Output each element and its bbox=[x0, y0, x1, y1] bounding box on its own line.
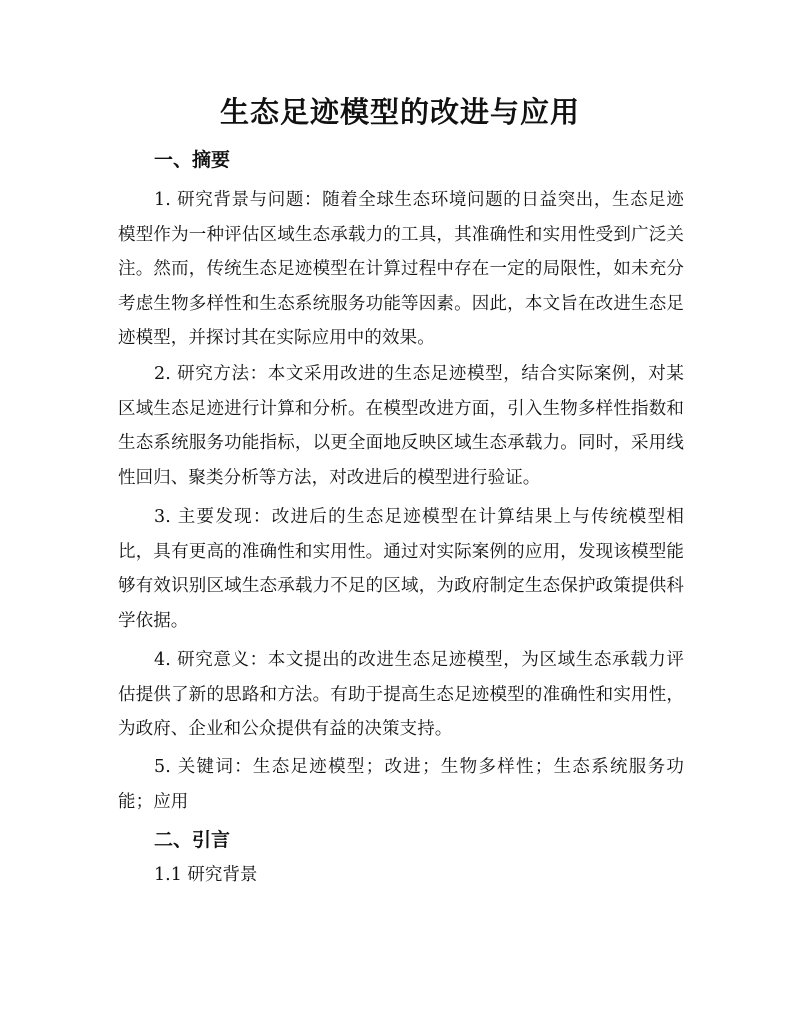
section-heading-introduction: 二、引言 bbox=[154, 829, 231, 851]
abstract-paragraph-methods: 2. 研究方法：本文采用改进的生态足迹模型，结合实际案例，对某区域生态足迹进行计算和分析。在模型改进方面，引入生物多样性指数和生态系统服务功能指标，以更全面地反映区域生态承载力。同时，采用线性回归、聚类分析等方法，对改进后的模型进行验证。 bbox=[118, 364, 684, 488]
section-heading-abstract: 一、摘要 bbox=[154, 149, 231, 171]
abstract-paragraph-keywords: 5. 关键词：生态足迹模型；改进；生物多样性；生态系统服务功能；应用 bbox=[118, 757, 684, 812]
abstract-paragraph-significance: 4. 研究意义：本文提出的改进生态足迹模型，为区域生态承载力评估提供了新的思路和方法。有助于提高生态足迹模型的准确性和实用性，为政府、企业和公众提供有益的决策支持。 bbox=[118, 650, 684, 740]
document-title: 生态足迹模型的改进与应用 bbox=[219, 95, 580, 129]
subsection-heading-research-background: 1.1 研究背景 bbox=[154, 865, 258, 885]
abstract-paragraph-background: 1. 研究背景与问题：随着全球生态环境问题的日益突出，生态足迹模型作为一种评估区域生态承载力的工具，其准确性和实用性受到广泛关注。然而，传统生态足迹模型在计算过程中存在一定的局限性，如未充分考虑生物多样性和生态系统服务功能等因素。因此，本文旨在改进生态足迹模型，并探讨其在实际应用中的效果。 bbox=[118, 190, 684, 349]
abstract-paragraph-findings: 3. 主要发现：改进后的生态足迹模型在计算结果上与传统模型相比，具有更高的准确性和实用性。通过对实际案例的应用，发现该模型能够有效识别区域生态承载力不足的区域，为政府制定生态保护政策提供科学依据。 bbox=[118, 507, 684, 631]
